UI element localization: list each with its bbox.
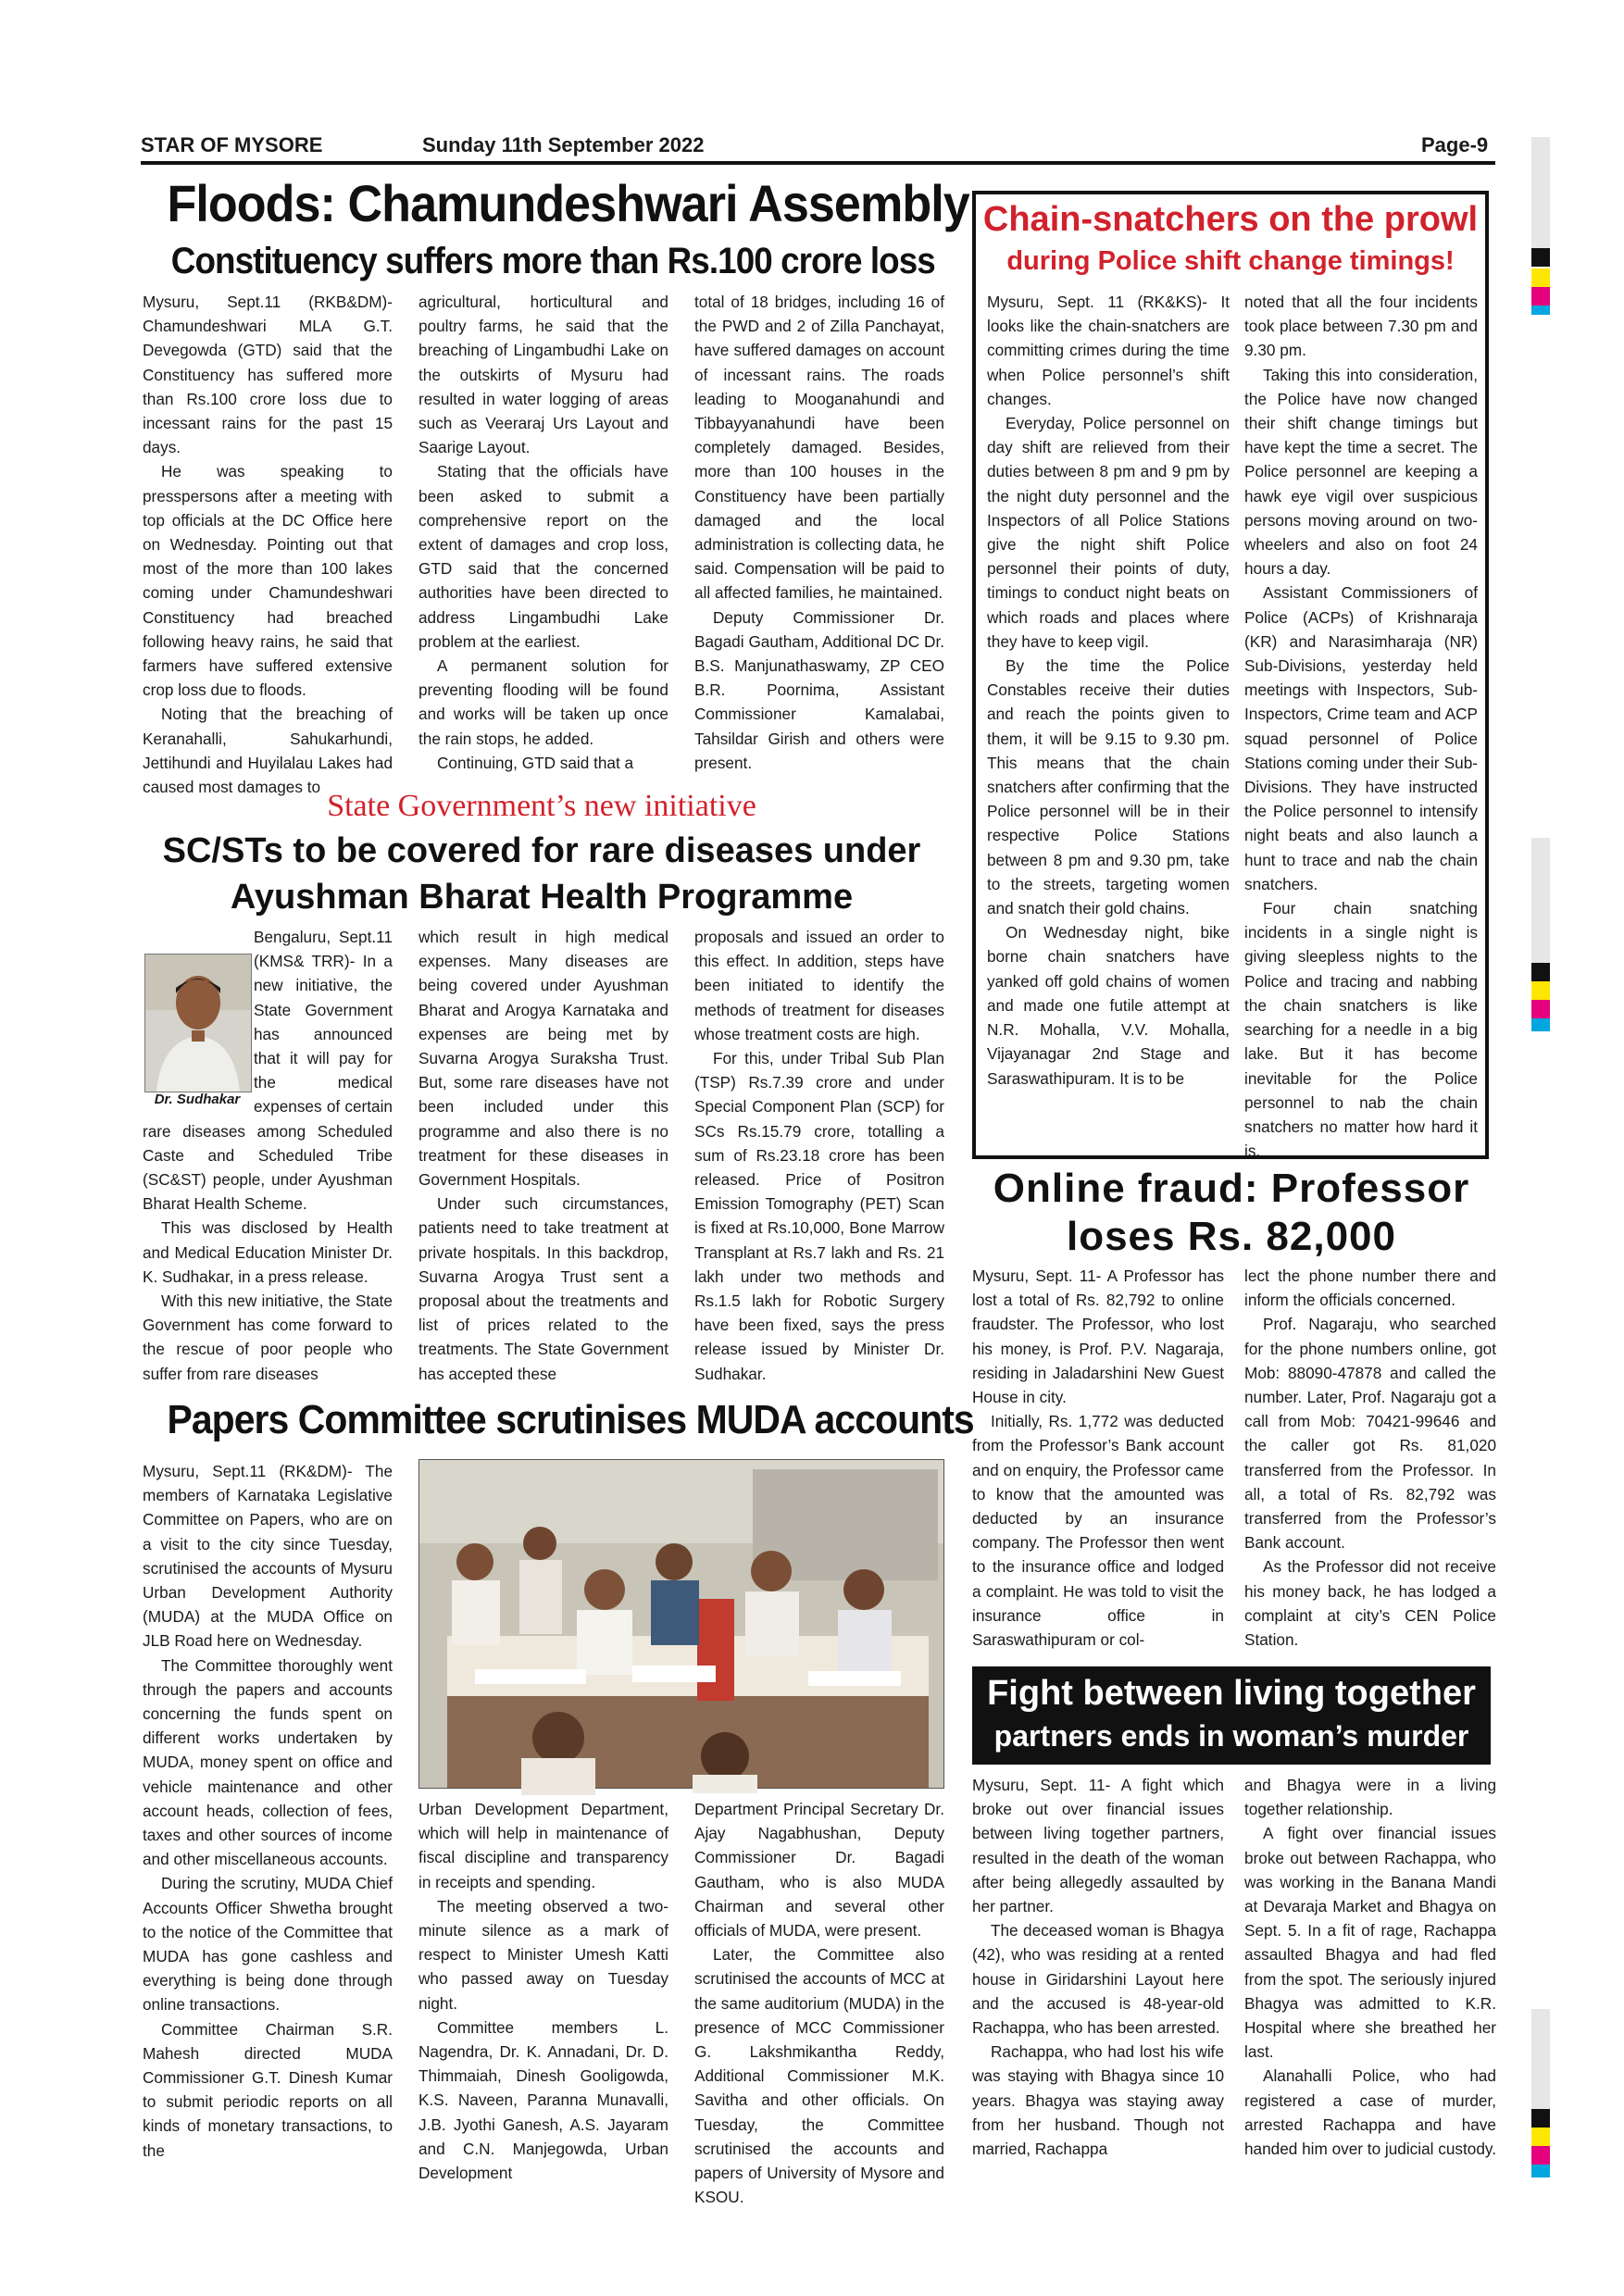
scst-para: proposals and issued an order to this effect. In addition, steps have been initiated to identify the methods of treatment for diseases whose treatment costs are high. — [694, 928, 944, 1043]
scst-para: Under such circumstances, patients need to take treatment at private hospitals. In this backdrop, Suvarna Arogya Trust sent a proposal about the treatments and list of prices related to the treatments. The State Government has accepted these — [418, 1194, 668, 1383]
page-number: Page-9 — [1421, 133, 1489, 156]
chain-para: Four chain snatching incidents in a single night is giving sleepless nights to the Police and tracing and nabbing the chain snatchers is like searching for a needle in a big lake. But it has become inevitable for the Police personnel to nab the chain snatchers no matter how hard it is. — [1244, 899, 1478, 1161]
fraud-column-2 — [1244, 1264, 1496, 1658]
registration-black — [1531, 963, 1550, 981]
muda-column-3 — [694, 1797, 944, 2207]
floods-para: Stating that the officials have been asked to submit a comprehensive report on the extent of damages and crop loss, GTD said that the concerned authorities have been directed to address Lingambudhi Lake problem at the earliest. — [418, 462, 668, 651]
floods-column-3 — [694, 290, 944, 782]
fraud-headline-1: Online fraud: Professor — [993, 1166, 1470, 1211]
muda-para: The Committee thoroughly went through the papers and accounts concerning the funds spent on different works undertaken by MUDA, money spent on office and vehicle maintenance and other account heads, collection of fees, taxes and other sources of income and other miscellaneous accounts. — [143, 1655, 393, 1869]
floods-para: Deputy Commissioner Dr. Bagadi Gautham, Additional DC Dr. B.S. Manjunathaswamy, ZP CEO B.R. Poornima, Assistant Commissioner Kamalabai, Tahsildar Girish and others were present. — [694, 607, 944, 772]
floods-column-1 — [143, 290, 393, 797]
chain-para: noted that all the four incidents took place between 7.30 pm and 9.30 pm. — [1244, 293, 1478, 360]
murder-para: Rachappa, who had lost his wife was staying with Bhagya since 10 years. Bhagya was staying away from her husband. Though not married, Rachappa — [972, 2042, 1224, 2159]
chain-para: Assistant Commissioners of Police (ACPs) of Krishnaraja (KR) and Narasimharaja (NR) Sub-Divisions, yesterday held meetings with Inspectors, Sub-Inspectors, Crime team and ACP squad personnel of Police Stations coming under their Sub-Divisions. They have instructed the Police personnel to intensify night beats and also launch a hunt to trace and nab the chain snatchers. — [1244, 583, 1478, 893]
chain-column-1 — [987, 290, 1230, 1147]
scst-headline-1: SC/STs to be covered for rare diseases under — [162, 831, 921, 870]
muda-column-2 — [418, 1797, 668, 2186]
photo-float — [143, 925, 254, 1110]
registration-black — [1531, 248, 1550, 267]
muda-para: Committee members L. Nagendra, Dr. K. Annadani, Dr. D. Thimmaiah, Dinesh Gooligowda, K.S. Naveen, Paranna Munavalli, J.B. Jyothi Ganesh, A.S. Jayaram and C.N. Manjegowda, Urban Development — [418, 2017, 668, 2183]
murder-para: Alanahalli Police, who had registered a case of murder, arrested Rachappa and have handed him over to judicial custody. — [1244, 2066, 1496, 2159]
registration-yellow — [1531, 268, 1550, 287]
scst-intro-wrap — [143, 925, 393, 1216]
chain-subheadline: during Police shift change timings! — [1006, 246, 1455, 276]
scst-headline-2: Ayushman Bharat Health Programme — [230, 878, 854, 917]
murder-para: The deceased woman is Bhagya (42), who was residing at a rented house in Giridarshini Layout here and the accused is 48-year-old Rachappa, who has been arrested. — [972, 1921, 1224, 2038]
chain-para: Everyday, Police personnel on day shift are relieved from their duties between 8 pm and 9 pm by the night duty personnel and the Inspectors of all Police Stations give the night shift Police personnel their points of duty, timings to conduct night beats on which roads and places where they have to keep vigil. — [987, 414, 1230, 651]
muda-para: Department Principal Secretary Dr. Ajay Nagabhushan, Deputy Commissioner Dr. Bagadi Gautham, who is also MUDA Chairman and several other officials of MUDA, were present. — [694, 1800, 944, 1940]
fraud-para: Mysuru, Sept. 11- A Professor has lost a total of Rs. 82,792 to online fraudster. The Professor, who lost his money, is Prof. P.V. Nagaraja, residing in Jaladarshini New Guest House in city. — [972, 1267, 1224, 1407]
paper-name: STAR OF MYSORE — [141, 133, 323, 156]
masthead-rule — [141, 161, 1495, 165]
scst-para: which result in high medical expenses. Many diseases are being covered under Ayushman Bharat and Arogya Karnataka and expenses are being met by Suvarna Arogya Suraksha Trust. But, some rare diseases have not been included under this programme and also there is no treatment for these diseases in Government Hospitals. — [418, 928, 668, 1190]
muda-column-1 — [143, 1459, 393, 2183]
muda-para: Urban Development Department, which will help in maintenance of fiscal discipline and transparency in receipts and spending. — [418, 1800, 668, 1891]
scst-kicker: State Government’s new initiative — [327, 789, 756, 823]
murder-headline-1: Fight between living together — [987, 1674, 1476, 1713]
scst-para: For this, under Tribal Sub Plan (TSP) Rs.7.39 crore and under Special Component Plan (SCP) for SCs Rs.15.79 crore, totalling a sum of Rs.23.18 crore has been released. Price of Positron Emission Tomography (PET) Scan is fixed at Rs.10,000, Bone Marrow Transplant at Rs.7 lakh and Rs. 21 lakh under two methods and Rs.1.5 lakh for Robotic Surgery have been fixed, says the press release issued by Minister Dr. Sudhakar. — [694, 1049, 944, 1383]
registration-cyan — [1531, 1018, 1550, 1031]
floods-column-2 — [418, 290, 668, 782]
scst-column-3 — [694, 925, 944, 1388]
fraud-para: Prof. Nagaraju, who searched for the phone numbers online, got Mob: 88090-47878 and called the number. Later, Prof. Nagaraju got a call from Mob: 70421-99646 and the caller got Rs. 81,020 transferred from the Professor. In all, a total of Rs. 82,792 was transferred from the Professor’s Bank account. — [1244, 1315, 1496, 1553]
chain-headline: Chain-snatchers on the prowl — [982, 200, 1479, 239]
muda-para: During the scrutiny, MUDA Chief Accounts Officer Shwetha brought to the notice of the Committee that MUDA has gone cashless and everything is being done through online transactions. — [143, 1874, 393, 2015]
chain-para: On Wednesday night, bike borne chain snatchers have yanked off gold chains of women and made one futile attempt at N.R. Mohalla, V.V. Mohalla, Vijayanagar 2nd Stage and Saraswathipuram. It is to be — [987, 923, 1230, 1088]
registration-magenta — [1531, 287, 1550, 306]
fraud-para: lect the phone number there and inform the officials concerned. — [1244, 1267, 1496, 1310]
floods-subheadline: Constituency suffers more than Rs.100 crore loss — [170, 241, 935, 281]
registration-cyan — [1531, 2165, 1550, 2177]
registration-strip-mid — [1531, 838, 1550, 967]
registration-cyan — [1531, 306, 1550, 315]
murder-para: and Bhagya were in a living together relationship. — [1244, 1776, 1496, 1819]
murder-column-1 — [972, 1773, 1224, 2190]
registration-yellow — [1531, 981, 1550, 1000]
scst-column-2 — [418, 925, 668, 1388]
scst-para: Bengaluru, Sept.11 (KMS& TRR)- In a new initiative, the State Government has announced that it will pay for the medical expenses of certain rare diseases among Scheduled Caste and Scheduled Tribe (SC&ST) people, under Ayushman Bharat Health Scheme. — [143, 928, 393, 1214]
floods-para: agricultural, horticultural and poultry farms, he said that the breaching of Lingambudhi Lake on the outskirts of Mysuru had resulted in water logging of areas such as Veeraraj Urs Layout and Saarige Layout. — [418, 293, 668, 457]
scst-para: With this new initiative, the State Government has come forward to the rescue of poor people who suffer from rare diseases — [143, 1292, 393, 1383]
muda-para: Mysuru, Sept.11 (RK&DM)- The members of Karnataka Legislative Committee on Papers, who are on a visit to the city since Tuesday, scrutinised the accounts of Mysuru Urban Development Authority (MUDA) at the MUDA Office on JLB Road here on Wednesday. — [143, 1462, 393, 1651]
floods-para: Noting that the breaching of Keranahalli, Sahukarhundi, Jettihundi and Huyilalau Lakes had caused most damages to — [143, 705, 393, 797]
scst-column-1 — [143, 925, 393, 1388]
registration-magenta — [1531, 2146, 1550, 2165]
chain-para: By the time the Police Constables receive their duties and reach the points given to them, it will be 9.15 to 9.30 pm. This means that the chain snatchers after confirming that the Police personnel will be in their respective Police Stations between 8 pm and 9.30 pm, take to the streets, targeting women and snatch their gold chains. — [987, 656, 1230, 918]
muda-para: Committee Chairman S.R. Mahesh directed MUDA Commissioner G.T. Dinesh Kumar to submit periodic reports on all kinds of monetary transactions, to the — [143, 2019, 393, 2160]
floods-para: A permanent solution for preventing flooding will be found and works will be taken up once the rain stops, he added. — [418, 656, 668, 748]
registration-yellow — [1531, 2128, 1550, 2146]
chain-column-2 — [1244, 290, 1478, 1161]
muda-para: Later, the Committee also scrutinised the accounts of MCC at the same auditorium (MUDA) in the presence of MCC Commissioner G. Lakshmikantha Reddy, Additional Commissioner M.K. Savitha and other officials. On Tuesday, the Committee scrutinised the accounts and papers of University of Mysore and KSOU. — [694, 1945, 944, 2207]
chain-para: Taking this into consideration, the Police have now changed their shift change timings but have kept the time a secret. The Police personnel are keeping a hawk eye vigil over suspicious persons moving around on two-wheelers and also on foot 24 hours a day. — [1244, 365, 1478, 579]
meeting-image — [419, 1460, 943, 1788]
registration-strip-top — [1531, 137, 1550, 248]
floods-para: He was speaking to presspersons after a meeting with top officials at the DC Office here on Wednesday. Pointing out that most of the more than 100 lakes coming under Chamundeshwari Constituency had breached following heavy rains, he said that farmers have suffered extensive crop loss due to floods. — [143, 462, 393, 700]
chain-para: Mysuru, Sept. 11 (RK&KS)- It looks like the chain-snatchers are committing crimes during the time when Police personnel’s shift changes. — [987, 293, 1230, 408]
issue-date: Sunday 11th September 2022 — [422, 133, 705, 156]
registration-magenta — [1531, 1000, 1550, 1018]
muda-para: The meeting observed a two-minute silence as a mark of respect to Minister Umesh Katti who passed away on Tuesday night. — [418, 1896, 668, 2013]
fraud-headline-2: loses Rs. 82,000 — [1066, 1214, 1396, 1259]
floods-para: Continuing, GTD said that a — [437, 753, 634, 772]
muda-headline: Papers Committee scrutinises MUDA accounts — [167, 1397, 974, 1442]
scst-para: This was disclosed by Health and Medical Education Minister Dr. K. Sudhakar, in a press release. — [143, 1218, 393, 1286]
murder-column-2 — [1244, 1773, 1496, 2190]
floods-headline: Floods: Chamundeshwari Assembly — [167, 174, 969, 232]
sudhakar-caption: Dr. Sudhakar — [154, 1092, 241, 1107]
floods-para: Mysuru, Sept.11 (RKB&DM)- Chamundeshwari MLA G.T. Devegowda (GTD) said that the Constituency has suffered more than Rs.100 crore loss due to incessant rains for the past 15 days. — [143, 293, 393, 457]
murder-headline-2: partners ends in woman’s murder — [993, 1719, 1469, 1753]
registration-strip-bottom — [1531, 2009, 1550, 2111]
muda-meeting-photo — [418, 1459, 944, 1789]
fraud-column-1 — [972, 1264, 1224, 1658]
registration-black — [1531, 2109, 1550, 2128]
floods-para: total of 18 bridges, including 16 of the PWD and 2 of Zilla Panchayat, have suffered damages on account of incessant rains. The roads leading to Mooganahundi and Tibbayyanahundi have been completely damaged. Besides, more than 100 houses in the Constituency have been partially damaged and the local administration is collecting data, he said. Compensation will be paid to all affected families, he maintained. — [694, 293, 944, 603]
fraud-para: Initially, Rs. 1,772 was deducted from the Professor’s Bank account and on enquiry, the Professor came to know that the amounted was deducted by an insurance company. The Professor then went to the insurance office and lodged a complaint. He was told to visit the insurance office in Saraswathipuram or col- — [972, 1412, 1224, 1650]
murder-para: A fight over financial issues broke out between Rachappa, who was working in the Banana Mandi at Devaraja Market and Bhagya on Sept. 5. In a fit of rage, Rachappa assaulted Bhagya and had fled from the spot. The seriously injured Bhagya was admitted to K.R. Hospital where she breathed her last. — [1244, 1824, 1496, 2062]
murder-para: Mysuru, Sept. 11- A fight which broke out over financial issues between living together partners, resulted in the death of the woman after being allegedly assaulted by her partner. — [972, 1776, 1224, 1916]
fraud-para: As the Professor did not receive his money back, he has lodged a complaint at city’s CEN Police Station. — [1244, 1557, 1496, 1650]
